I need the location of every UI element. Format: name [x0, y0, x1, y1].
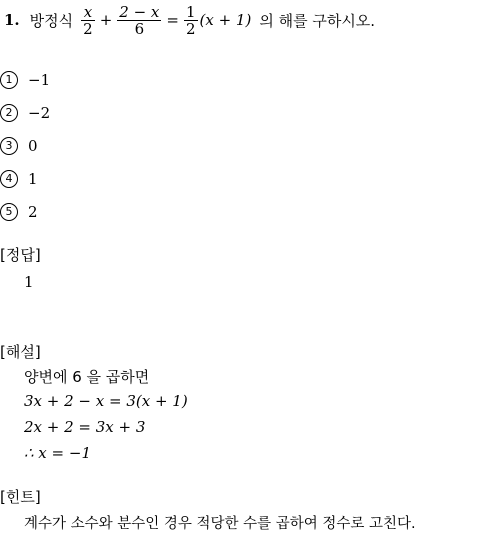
choice-3[interactable] — [0, 137, 38, 155]
choice-marker: 4 — [0, 170, 18, 188]
choice-4[interactable] — [0, 170, 38, 188]
choice-value: −2 — [28, 104, 51, 122]
answer-heading: [정답] — [0, 246, 41, 264]
explanation-line-4: ∴ x = −1 — [24, 444, 91, 462]
question-prefix: 방정식 — [29, 11, 74, 30]
fraction-2-minus-x-over-6 — [117, 4, 161, 37]
fraction-denominator: 2 — [185, 19, 196, 38]
question-line — [4, 2, 375, 38]
explanation-line-1: 양변에 6 을 곱하면 — [24, 368, 150, 386]
explanation-line-2: 3x + 2 − x = 3(x + 1) — [24, 392, 188, 410]
hint-text: 계수가 소수와 분수인 경우 적당한 수를 곱하여 정수로 고친다. — [24, 516, 416, 532]
fraction-x-over-2 — [81, 4, 95, 37]
choice-5[interactable] — [0, 203, 38, 221]
choice-value: 1 — [28, 170, 38, 188]
choice-value: −1 — [28, 71, 51, 89]
choice-marker: 3 — [0, 137, 18, 155]
fraction-denominator: 6 — [134, 19, 145, 38]
fraction-numerator: 2 − x — [119, 2, 160, 21]
choice-2[interactable] — [0, 104, 50, 122]
fraction-numerator: 1 — [185, 2, 196, 21]
choice-marker: 1 — [0, 71, 18, 89]
explanation-line-3: 2x + 2 = 3x + 3 — [24, 418, 146, 436]
fraction-denominator: 2 — [83, 19, 93, 38]
hint-heading: [힌트] — [0, 488, 41, 506]
question-suffix: 의 해를 구하시오. — [259, 11, 376, 30]
choice-marker: 2 — [0, 104, 18, 122]
plus-sign: + — [99, 11, 113, 29]
answer-value: 1 — [24, 273, 34, 291]
choice-marker: 5 — [0, 203, 18, 221]
choice-1[interactable] — [0, 71, 50, 89]
choice-value: 0 — [28, 137, 38, 155]
question-number: 1. — [4, 11, 20, 29]
fraction-numerator: x — [83, 2, 93, 21]
fraction-1-over-2 — [184, 4, 198, 37]
rhs-tail: (x + 1) — [199, 11, 252, 29]
explanation-heading: [해설] — [0, 343, 41, 361]
equals-sign: = — [166, 11, 179, 29]
choice-value: 2 — [28, 203, 38, 221]
